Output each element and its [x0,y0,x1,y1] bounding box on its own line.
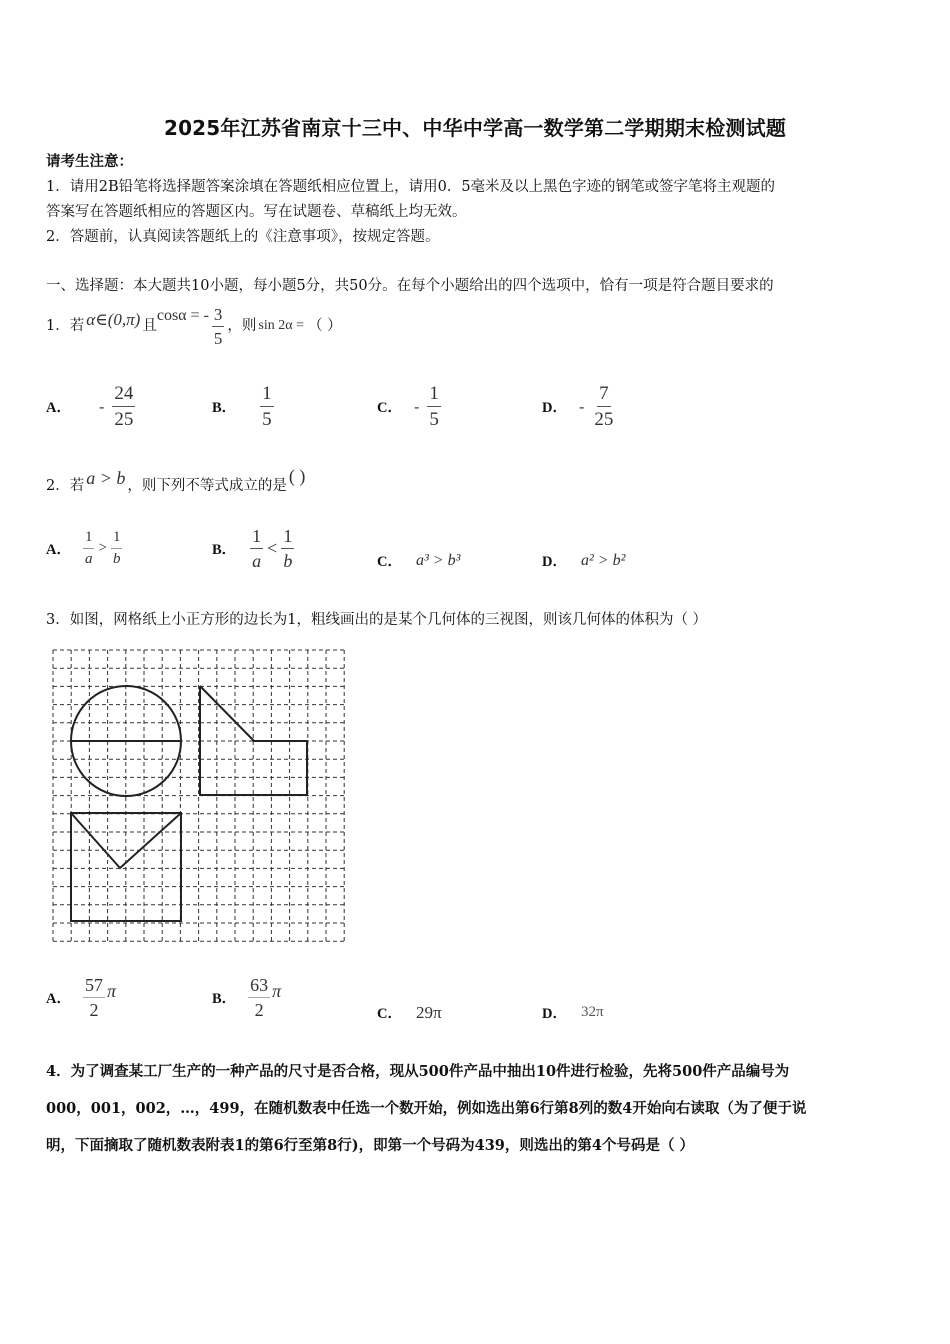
option-sign: - [578,397,585,416]
q1-expression: sin 2α = [258,318,304,333]
q2-answer-paren: ( ) [288,466,306,486]
option-label: C． [377,554,402,570]
option-numerator: 24 [112,384,135,407]
option-label: B． [212,991,237,1007]
option-label: A． [46,542,71,558]
q1-option-d[interactable] [542,384,615,429]
notice-line-2: 2．答题前，认真阅读答题纸上的《注意事项》，按规定答题。 [46,229,440,245]
question-4-line-2: 000，001，002，…，499，在随机数表中任选一个数开始，例如选出第6行第8列的数4开始向右读取（为了便于说 [46,1100,807,1117]
q3-option-c[interactable] [377,1002,442,1023]
option-expression: 29π [415,1002,442,1022]
option-pi: π [272,981,282,1001]
notice-line-1b: 答案写在答题纸相应的答题区内。写在试题卷、草稿纸上均无效。 [46,204,467,220]
q1-option-b[interactable] [212,384,274,429]
notice-line-1a: 1．请用2B铅笔将选择题答案涂填在答题纸相应位置上，请用0．5毫米及以上黑色字迹的钢笔或签字笔将主观题的 [46,179,776,195]
option-denominator: a [84,551,93,567]
question-3-stem: 3．如图，网格纸上小正方形的边长为1，粗线画出的是某个几何体的三视图，则该几何体的体积为（ ） [46,612,708,628]
option-operator: < [267,538,278,558]
page-title: 2025年江苏省南京十三中、中华中学高一数学第二学期期末检测试题 [163,116,787,140]
option-label: D． [542,400,567,416]
q1-cos-fraction [212,306,225,347]
option-expression: a³ > b³ [415,551,461,569]
option-numerator: 1 [111,530,123,549]
q1-cos-numerator: 3 [212,306,225,327]
option-fraction-right [111,530,123,567]
option-numerator: 1 [250,527,263,549]
option-fraction [592,384,615,429]
q2-option-d[interactable] [542,550,625,571]
option-sign: - [98,397,105,416]
option-fraction [260,384,274,429]
option-numerator: 63 [248,976,270,998]
q1-option-a[interactable] [46,384,135,429]
option-denominator: b [112,551,121,567]
option-fraction [112,384,135,429]
option-label: B． [212,542,237,558]
option-label: A． [46,991,71,1007]
option-operator: > [98,540,107,556]
option-label: D． [542,554,567,570]
q2-number: 2．若 [46,478,85,494]
q1-answer-paren: （ ） [307,318,342,334]
option-numerator: 1 [427,384,441,407]
q3-option-a[interactable] [46,976,116,1019]
option-fraction [427,384,441,429]
q1-then: ，则 [227,318,257,334]
question-1-stem [46,302,342,350]
option-pi: π [106,981,117,1001]
option-numerator: 1 [83,530,95,549]
option-sign: - [413,397,420,416]
option-expression: a² > b² [580,551,626,569]
question-4-line-1: 4．为了调查某工厂生产的一种产品的尺寸是否合格，现从500件产品中抽出10件进行检验，先将500件产品编号为 [46,1063,790,1080]
q1-number: 1．若 [46,318,85,334]
q2-option-a[interactable] [46,530,122,567]
option-fraction-left [250,527,263,570]
option-label: B． [212,400,237,416]
q1-cos: cosα = - [156,307,209,324]
option-fraction-left [83,530,95,567]
question-4-line-3: 明，下面摘取了随机数表附表1的第6行至第8行)，即第一个号码为439，则选出的第4个号码是（ ） [46,1137,695,1154]
option-numerator: 7 [597,384,611,407]
option-denominator: b [283,551,293,571]
q2-option-b[interactable] [212,527,294,570]
three-view-figure [50,648,350,942]
option-fraction [248,976,270,1019]
option-denominator: 25 [114,409,134,430]
option-numerator: 1 [281,527,294,549]
option-denominator: 25 [594,409,614,430]
option-numerator: 1 [260,384,274,407]
section-heading: 一、选择题：本大题共10小题，每小题5分，共50分。在每个小题给出的四个选项中，恰有一项是符合题目要求的 [46,278,774,294]
q2-option-c[interactable] [377,550,460,571]
q3-option-b[interactable] [212,976,281,1019]
question-2-stem [46,466,305,506]
option-label: A． [46,400,71,416]
option-label: C． [377,1006,402,1022]
option-denominator: 5 [429,409,439,430]
option-fraction [83,976,105,1019]
option-label: D． [542,1006,567,1022]
q1-option-c[interactable] [377,384,441,429]
q2-condition: a > b [86,468,126,488]
option-denominator: a [252,551,262,571]
q1-and: 且 [142,318,157,334]
option-expression: 32π [580,1004,604,1020]
option-denominator: 2 [89,1000,99,1020]
q1-condition: α∈(0,π) [86,310,141,329]
option-denominator: 2 [254,1000,264,1020]
option-numerator: 57 [83,976,105,998]
q2-text: ，则下列不等式成立的是 [127,478,287,494]
notice-heading: 请考生注意： [46,153,133,170]
q3-option-d[interactable] [542,1002,604,1023]
option-label: C． [377,400,402,416]
q1-cos-denominator: 5 [213,328,223,348]
option-fraction-right [281,527,294,570]
option-denominator: 5 [262,409,272,430]
